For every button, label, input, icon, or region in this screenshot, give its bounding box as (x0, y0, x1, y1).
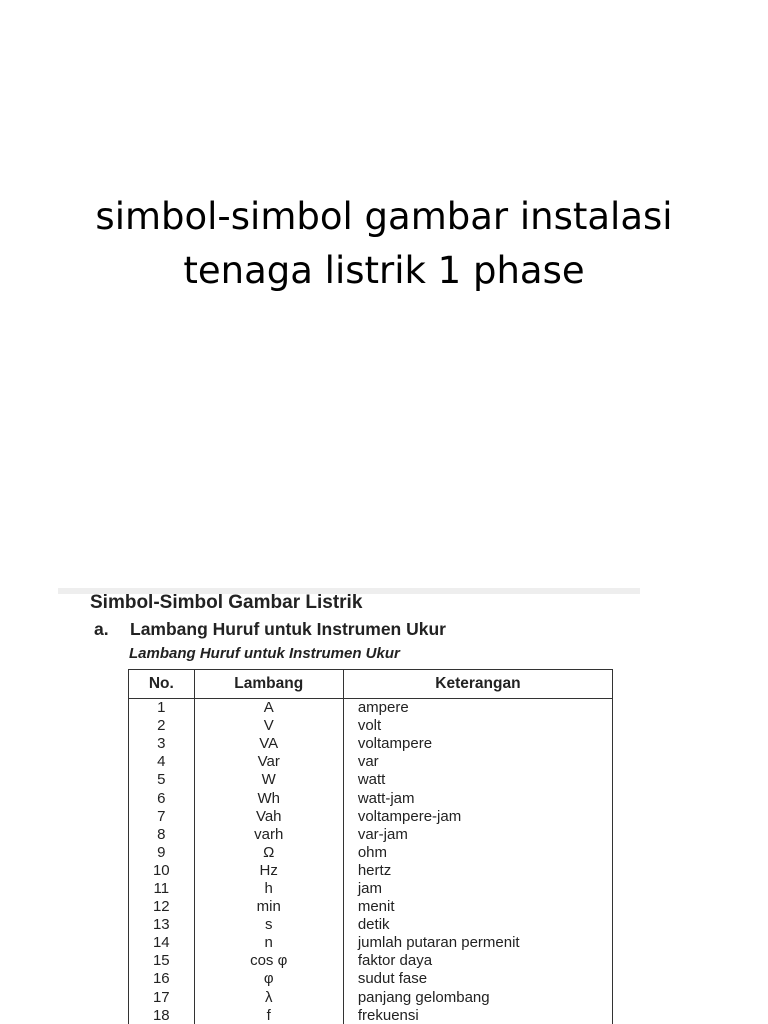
table-row (129, 934, 613, 952)
row-symbol: Hz (194, 862, 343, 880)
row-symbol: VA (194, 735, 343, 753)
table-row (129, 771, 613, 789)
table-row (129, 916, 613, 934)
subheading-marker: a. (94, 619, 109, 639)
table-row (129, 789, 613, 807)
row-description: sudut fase (343, 970, 612, 988)
row-description: var (343, 753, 612, 771)
row-symbol: min (194, 898, 343, 916)
row-number: 9 (129, 844, 195, 862)
scan-heading: Simbol-Simbol Gambar Listrik (90, 592, 363, 613)
table-header-row (129, 670, 613, 699)
slide-title-line-1: simbol-simbol gambar instalasi (95, 195, 673, 238)
row-symbol: V (194, 717, 343, 735)
row-number: 13 (129, 916, 195, 934)
row-description: volt (343, 717, 612, 735)
row-description: hertz (343, 862, 612, 880)
row-number: 1 (129, 699, 195, 718)
row-symbol: cos φ (194, 952, 343, 970)
row-symbol: h (194, 880, 343, 898)
table-row (129, 844, 613, 862)
row-description: watt (343, 771, 612, 789)
row-description: detik (343, 916, 612, 934)
row-description: var-jam (343, 826, 612, 844)
table-caption: Lambang Huruf untuk Instrumen Ukur (129, 645, 400, 662)
row-symbol: A (194, 699, 343, 718)
row-number: 8 (129, 826, 195, 844)
row-number: 14 (129, 934, 195, 952)
row-symbol: Var (194, 753, 343, 771)
row-number: 6 (129, 789, 195, 807)
row-description: frekuensi (343, 1007, 612, 1024)
row-number: 2 (129, 717, 195, 735)
row-number: 11 (129, 880, 195, 898)
row-symbol: Vah (194, 808, 343, 826)
row-symbol: Wh (194, 789, 343, 807)
row-number: 3 (129, 735, 195, 753)
row-description: jam (343, 880, 612, 898)
table-row (129, 970, 613, 988)
row-description: panjang gelombang (343, 989, 612, 1007)
table-row (129, 753, 613, 771)
row-symbol: Ω (194, 844, 343, 862)
row-description: voltampere (343, 735, 612, 753)
table-row (129, 880, 613, 898)
row-symbol: f (194, 1007, 343, 1024)
row-symbol: W (194, 771, 343, 789)
row-number: 10 (129, 862, 195, 880)
row-symbol: λ (194, 989, 343, 1007)
table-row (129, 735, 613, 753)
row-description: faktor daya (343, 952, 612, 970)
header-lambang: Lambang (194, 670, 343, 699)
row-description: menit (343, 898, 612, 916)
scanned-table-image (58, 588, 640, 1024)
table-row (129, 862, 613, 880)
table-row (129, 952, 613, 970)
row-description: ohm (343, 844, 612, 862)
row-symbol: varh (194, 826, 343, 844)
row-number: 4 (129, 753, 195, 771)
scan-subheading (94, 619, 446, 640)
table-row (129, 826, 613, 844)
row-description: voltampere-jam (343, 808, 612, 826)
table-row (129, 898, 613, 916)
row-description: ampere (343, 699, 612, 718)
table-row (129, 717, 613, 735)
header-no: No. (129, 670, 195, 699)
slide-title-line-2: tenaga listrik 1 phase (183, 249, 585, 292)
row-symbol: s (194, 916, 343, 934)
table-row (129, 699, 613, 718)
table-body (129, 699, 613, 1024)
row-description: jumlah putaran permenit (343, 934, 612, 952)
row-description: watt-jam (343, 789, 612, 807)
subheading-text: Lambang Huruf untuk Instrumen Ukur (130, 619, 446, 639)
row-symbol: φ (194, 970, 343, 988)
row-number: 15 (129, 952, 195, 970)
row-number: 17 (129, 989, 195, 1007)
row-number: 7 (129, 808, 195, 826)
slide-title (0, 190, 768, 298)
header-keterangan: Keterangan (343, 670, 612, 699)
row-number: 5 (129, 771, 195, 789)
table-row (129, 989, 613, 1007)
row-number: 12 (129, 898, 195, 916)
row-symbol: n (194, 934, 343, 952)
table-row (129, 808, 613, 826)
row-number: 16 (129, 970, 195, 988)
row-number: 18 (129, 1007, 195, 1024)
table-row (129, 1007, 613, 1024)
symbol-table (128, 669, 613, 1024)
